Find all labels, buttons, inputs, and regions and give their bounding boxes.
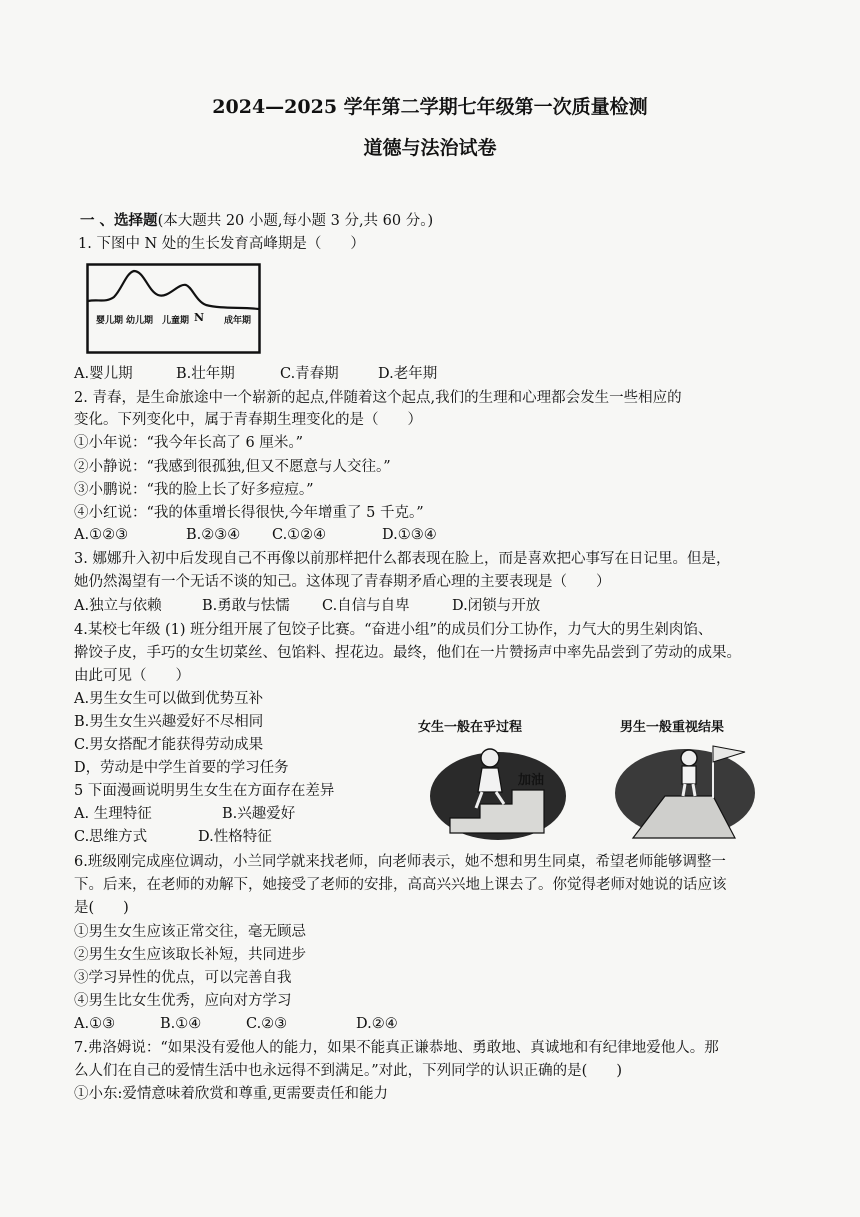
q3-option-b[interactable]: B.勇敢与怯懦	[202, 598, 290, 614]
q4-stem-line1: 4.某校七年级 (1) 班分组开展了包饺子比赛。“奋进小组”的成员们分工协作，力气大的男生剁肉馅、	[74, 622, 713, 638]
q2-option-a[interactable]: A.①②③	[74, 527, 129, 543]
q5-options-row2	[74, 826, 272, 848]
figure-label-1: 婴儿期	[96, 316, 124, 326]
boy-head-icon	[681, 750, 697, 766]
q4-option-d[interactable]: D，劳动是中学生首要的学习任务	[74, 760, 289, 776]
q6-stem-line3: 是( )	[74, 900, 129, 916]
q5-option-a[interactable]: A. 生理特征	[74, 806, 152, 822]
q3-option-d[interactable]: D.闭锁与开放	[452, 598, 541, 614]
q5-stem: 5 下面漫画说明男生女生在方面存在差异	[74, 783, 335, 799]
section-header	[80, 210, 433, 232]
q3-options	[74, 595, 540, 617]
q4-stem-line3: 由此可见（ ）	[74, 668, 190, 684]
q3-stem-line1: 3. 娜娜升入初中后发现自己不再像以前那样把什么都表现在脸上，而是喜欢把心事写在日记里。但是，	[74, 551, 731, 567]
q5-option-c[interactable]: C.思维方式	[74, 829, 148, 845]
q2-stem-line2: 变化。下列变化中，属于青春期生理变化的是（ ）	[74, 412, 422, 428]
q6-stem-line2: 下。后来，在老师的劝解下，她接受了老师的安排，高高兴兴地上课去了。你觉得老师对她说的话应该	[74, 877, 727, 893]
q2-item-4: ④小红说：“我的体重增长得很快,今年增重了 5 千克。”	[74, 505, 424, 521]
q2-options	[74, 524, 437, 546]
growth-curve-figure	[86, 263, 262, 355]
cartoon-left-caption: 女生一般在乎过程	[418, 720, 523, 735]
q2-option-c[interactable]: C.①②④	[272, 527, 327, 543]
q6-option-a[interactable]: A.①③	[74, 1016, 116, 1032]
figure-label-n: N	[194, 311, 205, 324]
figure-label-2: 幼儿期	[126, 316, 154, 326]
q3-option-a[interactable]: A.独立与依赖	[74, 598, 162, 614]
section-note: (本大题共 20 小题,每小题 3 分,共 60 分。)	[157, 213, 434, 229]
q2-item-3: ③小鹏说：“我的脸上长了好多痘痘。”	[74, 482, 314, 498]
q1-option-c[interactable]: C.青春期	[280, 366, 339, 382]
q1-stem: 1. 下图中 N 处的生长发育高峰期是（ ）	[78, 236, 365, 252]
q4-option-c[interactable]: C.男女搭配才能获得劳动成果	[74, 737, 264, 753]
q2-option-b[interactable]: B.②③④	[186, 527, 241, 543]
q1-options	[74, 363, 437, 385]
exam-subtitle: 道德与法治试卷	[363, 137, 497, 159]
q3-option-c[interactable]: C.自信与自卑	[322, 598, 410, 614]
q6-options	[74, 1013, 398, 1035]
q2-option-d[interactable]: D.①③④	[382, 527, 437, 543]
q4-option-a[interactable]: A.男生女生可以做到优势互补	[74, 691, 264, 707]
q1-option-b[interactable]: B.壮年期	[176, 366, 235, 382]
q2-item-1: ①小年说：“我今年长高了 6 厘米。”	[74, 435, 304, 451]
q3-stem-line2: 她仍然渴望有一个无话不谈的知己。这体现了青春期矛盾心理的主要表现是（ ）	[74, 574, 611, 590]
q6-item-4: ④男生比女生优秀，应向对方学习	[74, 993, 292, 1009]
cartoon-boy-summit	[605, 738, 775, 843]
q5-option-b[interactable]: B.兴趣爱好	[222, 806, 296, 822]
q7-item-1: ①小东:爱情意味着欣赏和尊重,更需要责任和能力	[74, 1086, 388, 1102]
q1-option-d[interactable]: D.老年期	[378, 366, 438, 382]
q5-options-row1	[74, 803, 295, 825]
q7-stem-line2: 么人们在自己的爱情生活中也永远得不到满足。”对此，下列同学的认识正确的是( )	[74, 1063, 622, 1079]
q6-option-c[interactable]: C.②③	[246, 1016, 288, 1032]
q4-option-b[interactable]: B.男生女生兴趣爱好不尽相同	[74, 714, 264, 730]
q6-option-b[interactable]: B.①④	[160, 1016, 202, 1032]
section-label: 一 、选择题	[80, 212, 158, 229]
girl-body-icon	[478, 768, 502, 792]
cartoon-right-caption: 男生一般重视结果	[620, 720, 725, 735]
q2-stem-line1: 2. 青春，是生命旅途中一个崭新的起点,伴随着这个起点,我们的生理和心理都会发生一些相应的	[74, 390, 682, 406]
q1-option-a[interactable]: A.婴儿期	[74, 366, 133, 382]
figure-label-3: 儿童期	[162, 316, 190, 326]
q4-stem-line2: 擀饺子皮，手巧的女生切菜丝、包馅料、捏花边。最终，他们在一片赞扬声中率先品尝到了劳动的成果。	[74, 645, 741, 661]
figure-label-5: 成年期	[224, 316, 252, 326]
q6-option-d[interactable]: D.②④	[356, 1016, 398, 1032]
cartoon-left-word: 加油	[518, 773, 545, 788]
cartoon-girl-climbing	[420, 738, 590, 843]
boy-body-icon	[682, 766, 696, 784]
girl-head-icon	[481, 749, 499, 767]
q6-stem-line1: 6.班级刚完成座位调动，小兰同学就来找老师，向老师表示，她不想和男生同桌，希望老师能够调整一	[74, 854, 726, 870]
q6-item-3: ③学习异性的优点，可以完善自我	[74, 970, 292, 986]
growth-curve	[88, 271, 259, 309]
q6-item-2: ②男生女生应该取长补短，共同进步	[74, 947, 306, 963]
q7-stem-line1: 7.弗洛姆说：“如果没有爱他人的能力，如果不能真正谦恭地、勇敢地、真诚地和有纪律地爱他人。那	[74, 1040, 719, 1056]
q2-item-2: ②小静说：“我感到很孤独,但又不愿意与人交往。”	[74, 459, 391, 475]
q6-item-1: ①男生女生应该正常交往，毫无顾忌	[74, 924, 306, 940]
exam-title: 2024—2025 学年第二学期七年级第一次质量检测	[212, 96, 648, 118]
q5-option-d[interactable]: D.性格特征	[198, 829, 272, 845]
